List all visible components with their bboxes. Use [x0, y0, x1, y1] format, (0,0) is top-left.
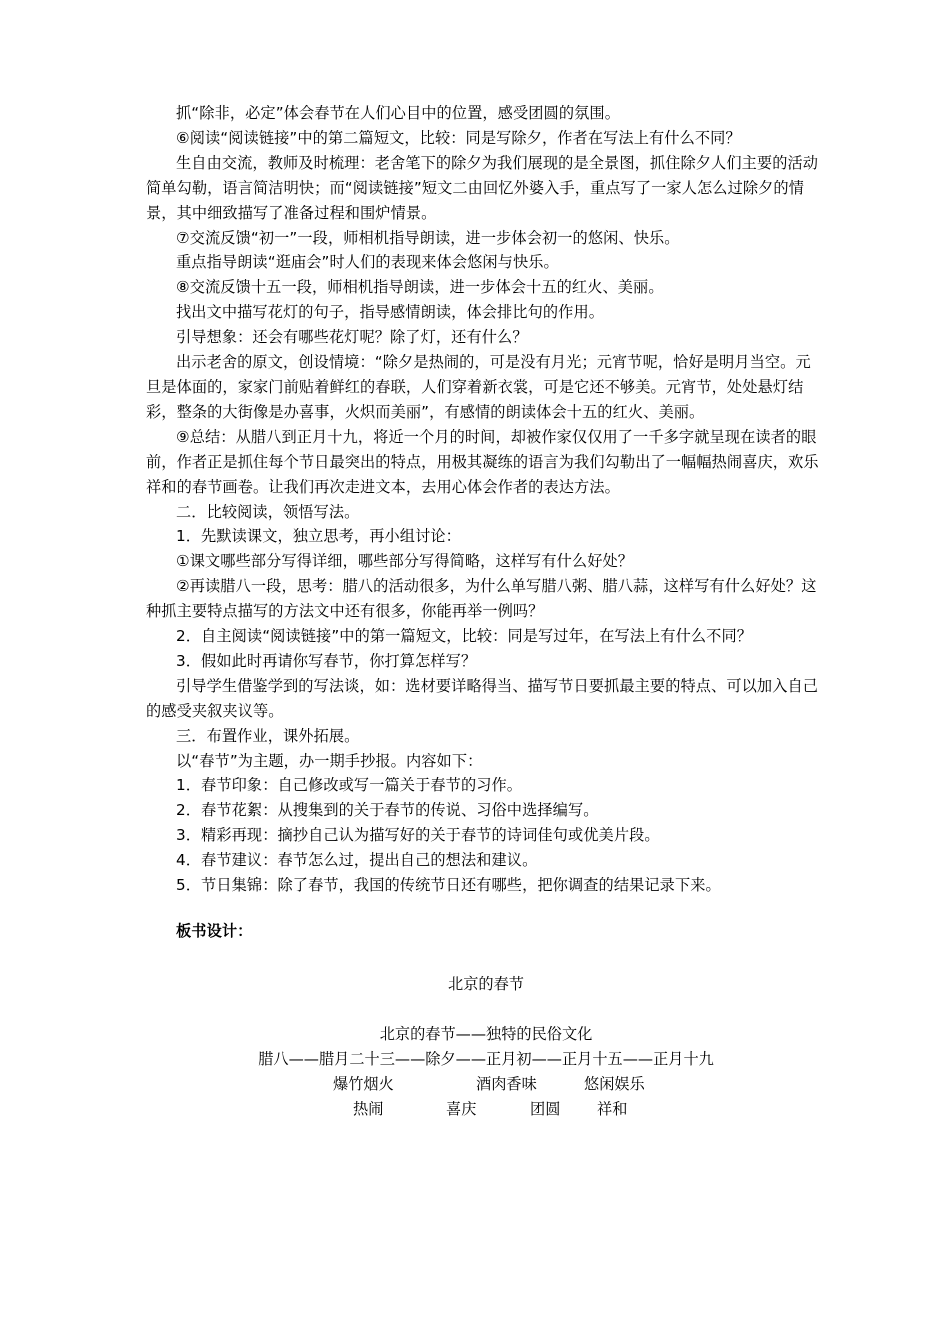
list-item: 1．春节印象：自己修改或写一篇关于春节的习作。 — [176, 776, 523, 795]
paragraph: 2．自主阅读“阅读链接”中的第一篇短文，比较：同是写过年，在写法上有什么不同？ — [176, 627, 753, 646]
paragraph: ⑧交流反馈十五一段，师相机指导朗读，进一步体会十五的红火、美丽。 — [176, 278, 664, 297]
section-heading: 二．比较阅读，领悟写法。 — [176, 502, 360, 521]
board-mood: 祥和 — [597, 1100, 628, 1118]
paragraph: ⑥阅读“阅读链接”中的第二篇短文，比较：同是写除夕，作者在写法上有什么不同？ — [176, 128, 741, 147]
board-feature: 酒肉香味 — [476, 1075, 537, 1093]
paragraph: 以“春节”为主题，办一期手抄报。内容如下： — [176, 751, 483, 770]
paragraph: 生自由交流，教师及时梳理：老舍笔下的除夕为我们展现的是全景图，抓住除夕人们主要的活动简单勾勒，语言简洁明快；而“阅读链接”短文二由回忆外婆入手，重点写了一家人怎么过除夕的情景，其中细致描写了准备过程和围炉情景。 — [146, 153, 819, 222]
section-heading: 三．布置作业，课外拓展。 — [176, 726, 360, 745]
paragraph: 出示老舍的原文，创设情境：“除夕是热闹的，可是没有月光；元宵节呢，恰好是明月当空。元旦是体面的，家家门前贴着鲜红的春联，人们穿着新衣裳，可是它还不够美。元宵节，处处悬灯结彩，整条的大街像是办喜事，火炽而美丽”，有感情的朗读体会十五的红火、美丽。 — [146, 353, 811, 421]
spacer — [146, 898, 826, 919]
paragraph: ⑦交流反馈“初一”一段，师相机指导朗读，进一步体会初一的悠闲、快乐。 — [176, 228, 680, 247]
paragraph: ⑨总结：从腊八到正月十九，将近一个月的时间，却被作家仅仅用了一千多字就呈现在读者的眼前，作者正是抓住每个节日最突出的特点，用极其凝练的语言为我们勾勒出了一幅幅热闹喜庆，欢乐祥和的春节画卷。让我们再次走进文本，去用心体会作者的表达方法。 — [146, 427, 819, 496]
board-feature: 悠闲娱乐 — [584, 1075, 645, 1093]
paragraph: 1．先默读课文，独立思考，再小组讨论： — [176, 527, 461, 546]
board-mood: 热闹 — [353, 1100, 384, 1118]
board-mood: 团圆 — [530, 1100, 561, 1118]
list-item: 3．精彩再现：摘抄自己认为描写好的关于春节的诗词佳句或优美片段。 — [176, 826, 660, 845]
board-design-heading: 板书设计： — [176, 922, 253, 940]
paragraph: ①课文哪些部分写得详细，哪些部分写得简略，这样写有什么好处？ — [176, 552, 634, 571]
board-mood: 喜庆 — [446, 1100, 477, 1118]
paragraph: 引导想象：还会有哪些花灯呢？除了灯，还有什么？ — [176, 328, 528, 347]
list-item: 4．春节建议：春节怎么过，提出自己的想法和建议。 — [176, 851, 538, 870]
list-item: 2．春节花絮：从搜集到的关于春节的传说、习俗中选择编写。 — [176, 801, 599, 820]
board-theme: 北京的春节——独特的民俗文化 — [379, 1025, 593, 1043]
board-timeline: 腊八——腊月二十三——除夕——正月初——正月十五——正月十九 — [258, 1050, 714, 1068]
board-title: 北京的春节 — [448, 975, 524, 993]
lesson-body — [146, 101, 826, 944]
paragraph: 抓“除非，必定”体会春节在人们心目中的位置，感受团圆的氛围。 — [176, 104, 620, 122]
paragraph: 找出文中描写花灯的句子，指导感情朗读，体会排比句的作用。 — [176, 303, 605, 322]
paragraph: 重点指导朗读“逛庙会”时人们的表现来体会悠闲与快乐。 — [176, 253, 559, 272]
paragraph: 3．假如此时再请你写春节，你打算怎样写？ — [176, 651, 477, 670]
list-item: 5．节日集锦：除了春节，我国的传统节日还有哪些，把你调查的结果记录下来。 — [176, 876, 721, 895]
paragraph: 引导学生借鉴学到的写法谈，如：选材要详略得当、描写节日要抓最主要的特点、可以加入自己的感受夹叙夹议等。 — [146, 676, 819, 720]
paragraph: ②再读腊八一段，思考：腊八的活动很多，为什么单写腊八粥、腊八蒜，这样写有什么好处？这种抓主要特点描写的方法文中还有很多，你能再举一例吗？ — [146, 577, 817, 621]
board-feature: 爆竹烟火 — [333, 1075, 394, 1093]
